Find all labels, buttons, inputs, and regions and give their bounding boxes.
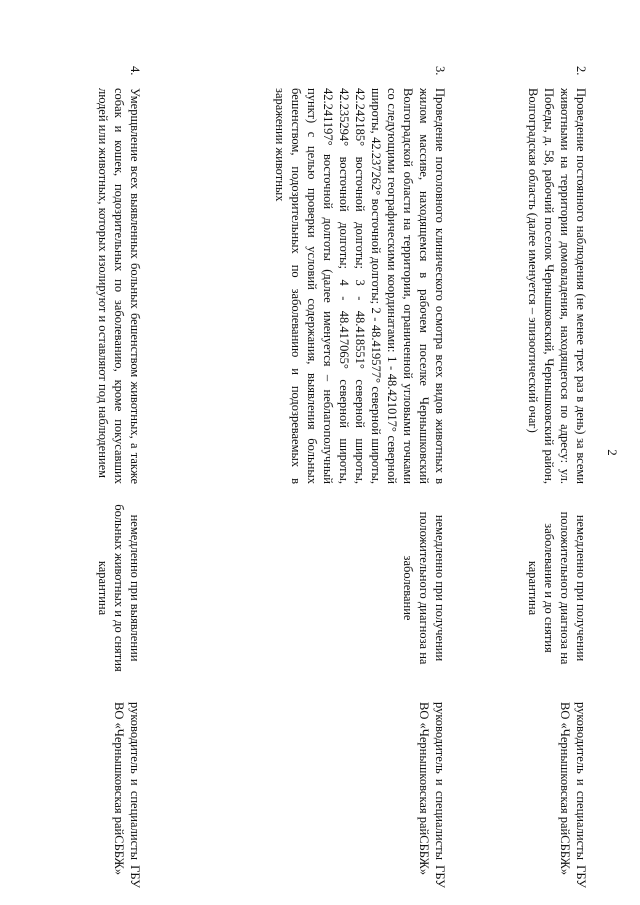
measure-deadline: немедленно при получении положительного диагноза на заболевание [401,511,447,665]
page-number: 2 [605,449,620,456]
measure-responsible: руководитель и специалисты ГБУ ВО «Чернышковская райСББЖ» [417,702,447,888]
measure-responsible: руководитель и специалисты ГБУ ВО «Чернышковская райСББЖ» [558,702,588,888]
measure-description: Проведение постоянного наблюдения (не менее трех раз в день) за всеми животными на территории домовладения, находящегося по адресу: ул. Победы, д. 58, рабочий поселок Чернышковский, Чернышковский район, Волгоградская область (далее именуется – эпизоотический очаг) [526,88,588,484]
measure-responsible: руководитель и специалисты ГБУ ВО «Чернышковская райСББЖ» [112,702,142,888]
measure-deadline: немедленно при выявлении больных животных и до снятия карантина [96,504,142,672]
row-number: 4. [128,66,142,76]
row-number: 2. [574,66,588,76]
row-number: 3. [433,66,447,76]
measure-description: Проведение поголовного клинического осмотра всех видов животных в жилом массиве, находящемся в рабочем поселке Чернышковский Волгоградской области на территории, ограниченной угловыми точками со следующими географическими координатами: 1 - 48.421017° северной широты, 42.237262° восточной долготы; 2 - 48.419577° северной широты, 42.242185° восточной долготы; 3 - 48.418551° северной широты, 42.235294° восточной долготы; 4 - 48.417065° северной широты, 42.241197° восточной долготы (далее именуется – неблагополучный пункт) с целью проверки условий содержания, выявления больных бешенством, подозрительных по заболеванию и подозреваемых в заражении животных [273,88,447,484]
measure-description: Умерщвление всех выявленных больных бешенством животных, а также собак и кошек, подозрительных по заболеванию, кроме покусавших людей или животных, которых изолируют и оставляют под наблюдением [96,88,142,484]
measure-deadline: немедленно при получении положительного диагноза на заболевание и до снятия карантина [526,511,588,665]
